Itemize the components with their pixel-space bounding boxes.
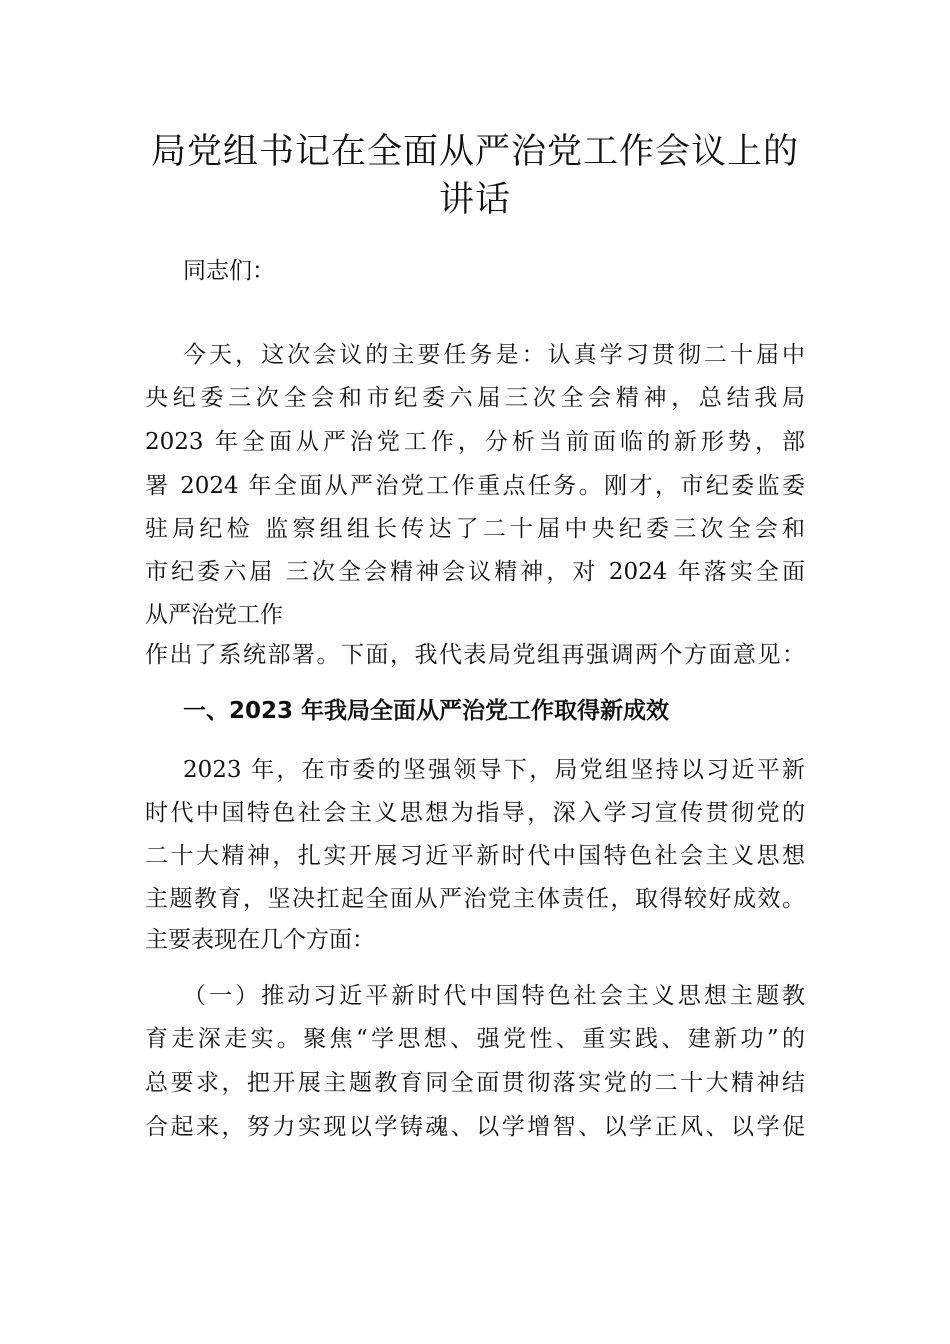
salutation: 同志们： <box>183 258 275 284</box>
paragraph-1-line-5: 驻局纪检 监察组组长传达了二十届中央纪委三次全会和 <box>145 516 805 542</box>
paragraph-1-line-2: 央纪委三次全会和市纪委六届三次全会精神，总结我局 <box>145 385 805 411</box>
paragraph-2-line-5: 主要表现在几个方面： <box>145 927 375 953</box>
paragraph-3-line-1: （一）推动习近平新时代中国特色社会主义思想主题教 <box>183 983 805 1009</box>
paragraph-2-line-3: 二十大精神，扎实开展习近平新时代中国特色社会主义思想 <box>145 843 805 869</box>
paragraph-1-line-1: 今天，这次会议的主要任务是：认真学习贯彻二十届中 <box>183 342 805 368</box>
paragraph-3-line-2: 育走深走实。聚焦“学思想、强党性、重实践、建新功”的 <box>145 1026 805 1052</box>
paragraph-1-line-6: 市纪委六届 三次全会精神会议精神，对 2024 年落实全面 <box>145 559 805 585</box>
paragraph-3-line-4: 合起来，努力实现以学铸魂、以学增智、以学正风、以学促 <box>145 1114 805 1140</box>
paragraph-1-line-4: 署 2024 年全面从严治党工作重点任务。刚才，市纪委监委 <box>145 473 805 499</box>
paragraph-2-line-2: 时代中国特色社会主义思想为指导，深入学习宣传贯彻党的 <box>145 800 805 826</box>
section-heading-1: 一、2023 年我局全面从严治党工作取得新成效 <box>183 698 670 724</box>
document-title-line-2: 讲话 <box>438 180 511 220</box>
paragraph-2-line-1: 2023 年，在市委的坚强领导下，局党组坚持以习近平新 <box>183 757 805 783</box>
paragraph-3-line-3: 总要求，把开展主题教育同全面贯彻落实党的二十大精神结 <box>145 1070 805 1096</box>
document-title-line-1: 局党组书记在全面从严治党工作会议上的 <box>150 132 799 172</box>
paragraph-2-line-4: 主题教育，坚决扛起全面从严治党主体责任，取得较好成效。 <box>145 886 805 912</box>
paragraph-1-line-8: 作出了系统部署。下面，我代表局党组再强调两个方面意见： <box>145 642 805 668</box>
paragraph-1-line-3: 2023 年全面从严治党工作，分析当前面临的新形势，部 <box>145 429 805 455</box>
paragraph-1-line-7: 从严治党工作 <box>145 602 283 628</box>
